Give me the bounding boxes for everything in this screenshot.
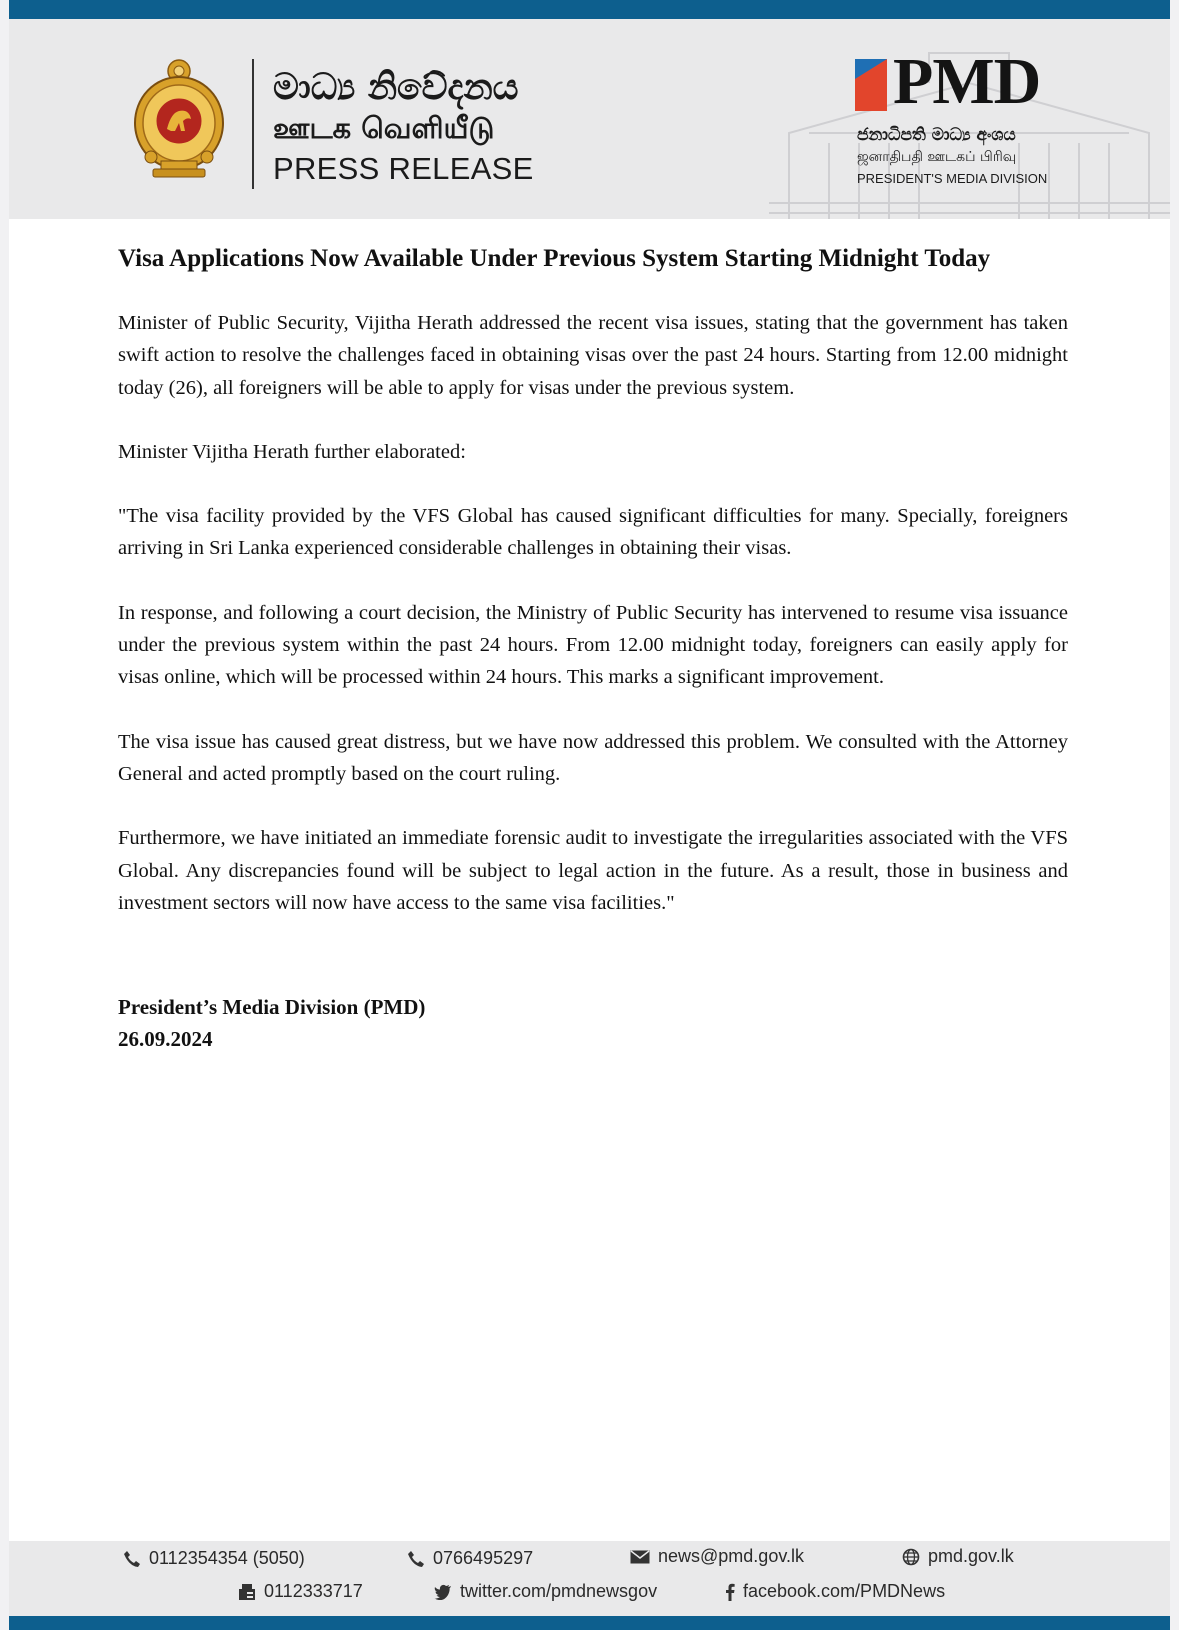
pmd-name-tamil: ஜனாதிபதி ஊடகப் பிரிவு (857, 149, 1017, 165)
title-english: PRESS RELEASE (273, 151, 534, 186)
footer-phone-2 (407, 1548, 533, 1569)
fax-icon (238, 1583, 256, 1601)
pmd-name-english: PRESIDENT'S MEDIA DIVISION (857, 171, 1048, 186)
article-body (118, 240, 1068, 1055)
paragraph: "The visa facility provided by the VFS Global has caused significant difficulties for many. Specially, foreigners arriving in Sri Lanka experienced considerable challenges in obtaining their visas. (118, 505, 1068, 560)
phone-number-1: 0112354354 (5050) (149, 1548, 305, 1568)
footer-website[interactable] (902, 1546, 1014, 1567)
globe-icon (902, 1548, 920, 1566)
pmd-name-sinhala: ජනාධිපති මාධ්‍ය අංශය (857, 125, 1016, 145)
envelope-icon (630, 1550, 650, 1564)
top-brand-bar (9, 0, 1170, 19)
paragraph: The visa issue has caused great distress, but we have now addressed this problem. We consulted with the Attorney General and acted promptly based on the court ruling. (118, 730, 1068, 785)
website-url[interactable]: pmd.gov.lk (928, 1546, 1014, 1566)
paragraph: Minister Vijitha Herath further elaborated: (118, 440, 466, 463)
title-sinhala: මාධ්‍ය නිවේදනය (273, 67, 519, 108)
twitter-handle[interactable]: twitter.com/pmdnewsgov (460, 1581, 658, 1601)
title-tamil: ஊடக வெளியீடு (273, 111, 495, 145)
footer-phone-1 (123, 1548, 305, 1569)
national-emblem-icon (131, 57, 227, 185)
pmd-logo-mark-icon (855, 59, 887, 111)
phone-icon (123, 1550, 141, 1568)
press-release-header (9, 19, 1170, 219)
footer-email[interactable] (630, 1546, 804, 1567)
phone-icon (407, 1550, 425, 1568)
phone-number-2: 0766495297 (433, 1548, 534, 1568)
paragraph: Furthermore, we have initiated an immediate forensic audit to investigate the irregularities associated with the VFS Global. Any discrepancies found will be subject to legal action in the future. As a result, those in business and investment sectors will now have access to the same visa facilities." (118, 827, 1068, 914)
paragraph: In response, and following a court decision, the Ministry of Public Security has intervened to resume visa issuance under the previous system within the past 24 hours. From 12.00 midnight today, foreigners can easily apply for visas online, which will be processed within 24 hours. This marks a significant improvement. (118, 601, 1068, 689)
paragraph: Minister of Public Security, Vijitha Herath addressed the recent visa issues, stating that the government has taken swift action to resolve the challenges faced in obtaining visas over the past 24 hours. Starting from 12.00 midnight today (26), all foreigners will be able to apply for visas under the previous system. (118, 312, 1068, 399)
facebook-icon (725, 1583, 735, 1601)
article-headline: Visa Applications Now Available Under Previous System Starting Midnight Today (118, 245, 991, 272)
email-address[interactable]: news@pmd.gov.lk (658, 1546, 804, 1566)
footer-twitter[interactable] (434, 1581, 657, 1602)
fax-number: 0112333717 (264, 1581, 363, 1601)
footer-fax (238, 1581, 363, 1602)
header-divider (252, 59, 254, 189)
pmd-logo-text: PMD (893, 45, 1041, 118)
facebook-page[interactable]: facebook.com/PMDNews (743, 1581, 946, 1601)
twitter-bird-icon (434, 1584, 452, 1600)
signature-organization: President’s Media Division (PMD) (118, 995, 426, 1020)
bottom-brand-bar (9, 1616, 1170, 1630)
press-release-page (9, 0, 1170, 1630)
footer-facebook[interactable] (725, 1581, 945, 1602)
signature-date: 26.09.2024 (118, 1027, 213, 1052)
contact-footer (9, 1541, 1170, 1616)
